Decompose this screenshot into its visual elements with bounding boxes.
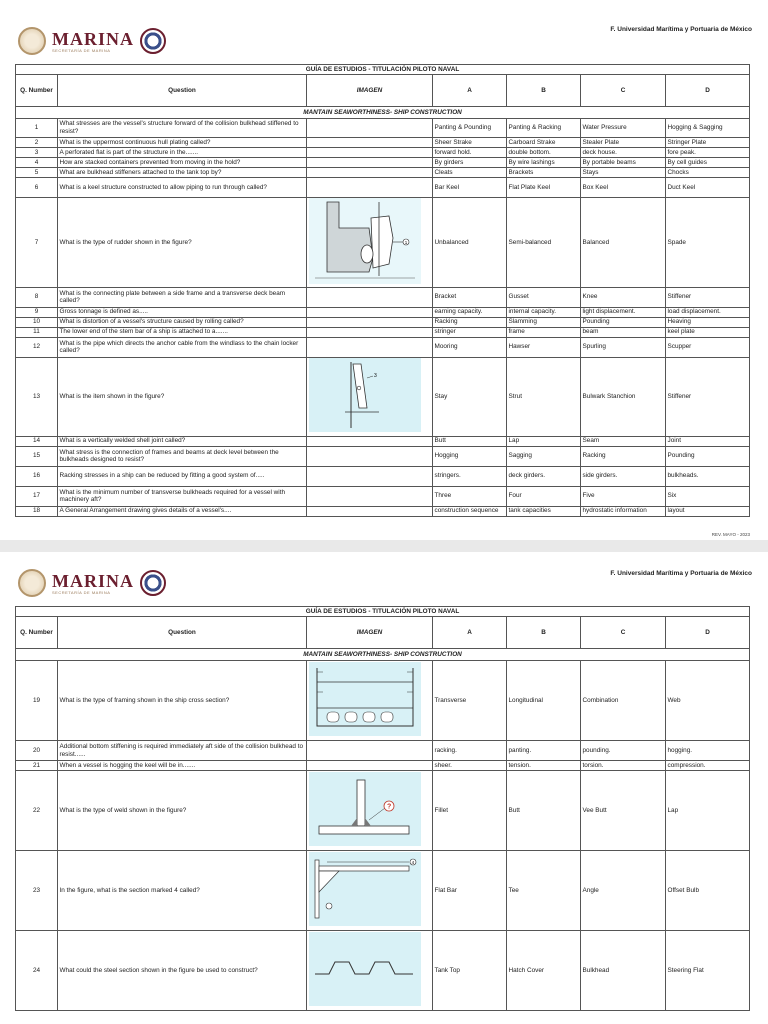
table-row [16, 486, 750, 506]
option-d: fore peak. [666, 148, 750, 158]
option-d: By cell guides [666, 158, 750, 168]
institution-name: F. Universidad Marítima y Portuaria de México [610, 570, 752, 577]
col-header-image: IMAGEN [307, 75, 433, 107]
question-text: What is the item shown in the figure? [58, 357, 307, 436]
question-text: What is the connecting plate between a side frame and a transverse deck beam called? [58, 287, 307, 307]
option-a: sheer. [433, 761, 507, 771]
option-c: pounding. [581, 741, 666, 761]
col-header-b: B [507, 75, 581, 107]
option-d: Heaving [666, 317, 750, 327]
eagle-emblem-icon [18, 569, 46, 597]
question-text: How are stacked containers prevented from moving in the hold? [58, 158, 307, 168]
option-d: compression. [666, 761, 750, 771]
table-row [16, 661, 750, 741]
col-header-question: Question [58, 617, 307, 649]
option-d: Scupper [666, 337, 750, 357]
guide-title: GUÍA DE ESTUDIOS - TITULACIÓN PILOTO NAVAL [16, 65, 750, 75]
question-number: 5 [16, 168, 58, 178]
question-number: 21 [16, 761, 58, 771]
option-d: Web [666, 661, 750, 741]
question-number: 7 [16, 198, 58, 288]
option-a: Mooring [433, 337, 507, 357]
table-row [16, 307, 750, 317]
question-number: 22 [16, 771, 58, 851]
option-b: Gusset [507, 287, 581, 307]
option-b: Strut [507, 357, 581, 436]
option-b: By wire lashings [507, 158, 581, 168]
option-c: By portable beams [581, 158, 666, 168]
question-image [307, 287, 433, 307]
question-text: What is a keel structure constructed to allow piping to run through called? [58, 178, 307, 198]
option-c: Angle [581, 851, 666, 931]
option-c: Bulwark Stanchion [581, 357, 666, 436]
question-image [307, 337, 433, 357]
question-text: Gross tonnage is defined as..... [58, 307, 307, 317]
question-image [307, 317, 433, 327]
question-number: 10 [16, 317, 58, 327]
question-text: What stresses are the vessel's structure forward of the collision bulkhead stiffened to resist? [58, 119, 307, 138]
table-row [16, 138, 750, 148]
option-a: Racking [433, 317, 507, 327]
question-image [307, 148, 433, 158]
guide-title: GUÍA DE ESTUDIOS - TITULACIÓN PILOTO NAVAL [16, 607, 750, 617]
option-c: Water Pressure [581, 119, 666, 138]
question-number: 3 [16, 148, 58, 158]
cross-section-figure [307, 661, 433, 741]
question-number: 14 [16, 436, 58, 446]
option-c: side girders. [581, 466, 666, 486]
option-a: Stay [433, 357, 507, 436]
option-b: Semi-balanced [507, 198, 581, 288]
col-header-d: D [666, 617, 750, 649]
col-header-number: Q. Number [16, 75, 58, 107]
question-number: 24 [16, 931, 58, 1011]
question-number: 9 [16, 307, 58, 317]
col-header-question: Question [58, 75, 307, 107]
option-a: Bracket [433, 287, 507, 307]
option-c: Bulkhead [581, 931, 666, 1011]
question-image [307, 307, 433, 317]
section-label: 4 [411, 860, 414, 866]
option-a: stringers. [433, 466, 507, 486]
marina-logo [18, 568, 166, 598]
col-header-a: A [433, 75, 507, 107]
option-b: Tee [507, 851, 581, 931]
table-row [16, 466, 750, 486]
option-b: Slamming [507, 317, 581, 327]
question-text: Additional bottom stiffening is required immediately aft side of the collision bulkhead to resist...... [58, 741, 307, 761]
rudder-label: 1 [404, 240, 407, 245]
question-number: 19 [16, 661, 58, 741]
option-d: Spade [666, 198, 750, 288]
question-image [307, 168, 433, 178]
option-b: Longitudinal [507, 661, 581, 741]
col-header-a: A [433, 617, 507, 649]
option-d: Duct Keel [666, 178, 750, 198]
weld-diagram-icon [309, 772, 421, 846]
question-text: What is the uppermost continuous hull plating called? [58, 138, 307, 148]
col-header-d: D [666, 75, 750, 107]
question-image [307, 327, 433, 337]
question-text: What is distortion of a vessel's structure caused by rolling called? [58, 317, 307, 327]
question-number: 23 [16, 851, 58, 931]
table-row [16, 198, 750, 288]
option-b: Carboard Strake [507, 138, 581, 148]
question-text: When a vessel is hogging the keel will be in....... [58, 761, 307, 771]
option-c: Box Keel [581, 178, 666, 198]
option-b: double bottom. [507, 148, 581, 158]
question-image [307, 436, 433, 446]
table-row [16, 287, 750, 307]
rudder-figure [307, 198, 433, 288]
option-c: deck house. [581, 148, 666, 158]
question-image [307, 119, 433, 138]
question-image [307, 158, 433, 168]
logo-subtitle: SECRETARÍA DE MARINA [52, 47, 111, 53]
col-header-c: C [581, 75, 666, 107]
marina-logo [18, 26, 166, 56]
rudder-diagram-icon [309, 198, 421, 284]
option-d: layout [666, 506, 750, 516]
option-c: Spurling [581, 337, 666, 357]
col-header-b: B [507, 617, 581, 649]
option-a: Sheer Strake [433, 138, 507, 148]
question-number: 8 [16, 287, 58, 307]
option-a: By girders [433, 158, 507, 168]
option-a: stringer [433, 327, 507, 337]
option-c: torsion. [581, 761, 666, 771]
weld-label: ? [386, 803, 391, 811]
option-c: Balanced [581, 198, 666, 288]
weld-figure [307, 771, 433, 851]
question-text: What are bulkhead stiffeners attached to the tank top by? [58, 168, 307, 178]
revision-note: REV. MAYO - 2023 [711, 532, 750, 537]
option-a: Transverse [433, 661, 507, 741]
option-b: Panting & Racking [507, 119, 581, 138]
option-a: Hogging [433, 446, 507, 466]
question-image [307, 138, 433, 148]
stanchion-diagram-icon [309, 358, 421, 432]
option-a: Panting & Pounding [433, 119, 507, 138]
option-b: Flat Plate Keel [507, 178, 581, 198]
question-image [307, 741, 433, 761]
table-row [16, 119, 750, 138]
question-number: 16 [16, 466, 58, 486]
question-image [307, 446, 433, 466]
option-b: deck girders. [507, 466, 581, 486]
option-c: Stealer Plate [581, 138, 666, 148]
table-row [16, 506, 750, 516]
table-row [16, 168, 750, 178]
option-a: Tank Top [433, 931, 507, 1011]
option-a: Fillet [433, 771, 507, 851]
option-c: beam [581, 327, 666, 337]
logo-subtitle: SECRETARÍA DE MARINA [52, 589, 111, 595]
navy-seal-icon [140, 570, 166, 596]
table-row [16, 337, 750, 357]
option-d: Chocks [666, 168, 750, 178]
question-number: 1 [16, 119, 58, 138]
question-text: What stress is the connection of frames and beams at deck level between the bulkheads designed to resist? [58, 446, 307, 466]
option-b: frame [507, 327, 581, 337]
questions-table [15, 64, 750, 517]
option-a: Unbalanced [433, 198, 507, 288]
option-d: Joint [666, 436, 750, 446]
option-d: Stringer Plate [666, 138, 750, 148]
option-b: panting. [507, 741, 581, 761]
option-b: Sagging [507, 446, 581, 466]
frame-section-icon [309, 852, 421, 926]
option-d: hogging. [666, 741, 750, 761]
option-b: Four [507, 486, 581, 506]
stanchion-figure [307, 357, 433, 436]
option-a: construction sequence [433, 506, 507, 516]
document-page-2 [0, 552, 768, 1024]
table-row [16, 741, 750, 761]
question-image [307, 466, 433, 486]
table-row [16, 158, 750, 168]
option-d: Hogging & Sagging [666, 119, 750, 138]
question-image [307, 506, 433, 516]
question-image [307, 761, 433, 771]
section-title: MANTAIN SEAWORTHINESS- SHIP CONSTRUCTION [16, 649, 750, 661]
question-text: A perforated flat is part of the structure in the....... [58, 148, 307, 158]
question-image [307, 486, 433, 506]
section-figure [307, 851, 433, 931]
question-number: 4 [16, 158, 58, 168]
option-b: Butt [507, 771, 581, 851]
option-c: hydrostatic information [581, 506, 666, 516]
option-a: Bar Keel [433, 178, 507, 198]
col-header-image: IMAGEN [307, 617, 433, 649]
question-text: What could the steel section shown in the figure be used to construct? [58, 931, 307, 1011]
question-text: The lower end of the stem bar of a ship is attached to a....... [58, 327, 307, 337]
option-a: forward hold. [433, 148, 507, 158]
stanchion-label: 3 [373, 373, 377, 380]
question-text: What is the type of rudder shown in the figure? [58, 198, 307, 288]
question-text: What is the pipe which directs the anchor cable from the windlass to the chain locker called? [58, 337, 307, 357]
option-d: Stiffener [666, 357, 750, 436]
option-b: tank capacities [507, 506, 581, 516]
question-number: 17 [16, 486, 58, 506]
question-text: What is the type of framing shown in the ship cross section? [58, 661, 307, 741]
question-number: 15 [16, 446, 58, 466]
option-a: Butt [433, 436, 507, 446]
option-d: Offset Bulb [666, 851, 750, 931]
col-header-number: Q. Number [16, 617, 58, 649]
option-d: bulkheads. [666, 466, 750, 486]
option-d: Six [666, 486, 750, 506]
option-d: Pounding [666, 446, 750, 466]
option-c: Combination [581, 661, 666, 741]
option-c: Seam [581, 436, 666, 446]
option-c: Knee [581, 287, 666, 307]
question-text: Racking stresses in a ship can be reduced by fitting a good system of..... [58, 466, 307, 486]
corrugated-section-icon [309, 932, 421, 1006]
question-number: 6 [16, 178, 58, 198]
option-a: Three [433, 486, 507, 506]
logo-text: MARINA [52, 570, 134, 591]
question-text: What is the minimum number of transverse bulkheads required for a vessel with machinery aft? [58, 486, 307, 506]
option-a: racking. [433, 741, 507, 761]
option-c: Five [581, 486, 666, 506]
question-number: 12 [16, 337, 58, 357]
table-row [16, 148, 750, 158]
option-b: tension. [507, 761, 581, 771]
option-d: keel plate [666, 327, 750, 337]
table-row [16, 436, 750, 446]
option-b: internal capacity. [507, 307, 581, 317]
eagle-emblem-icon [18, 27, 46, 55]
question-text: In the figure, what is the section marked 4 called? [58, 851, 307, 931]
question-number: 13 [16, 357, 58, 436]
option-d: Stiffener [666, 287, 750, 307]
question-number: 20 [16, 741, 58, 761]
option-c: Racking [581, 446, 666, 466]
ship-cross-section-icon [309, 662, 421, 736]
table-row [16, 327, 750, 337]
table-row [16, 317, 750, 327]
question-text: What is the type of weld shown in the figure? [58, 771, 307, 851]
option-a: earning capacity. [433, 307, 507, 317]
questions-table [15, 606, 750, 1011]
option-b: Brackets [507, 168, 581, 178]
option-d: Lap [666, 771, 750, 851]
section-title: MANTAIN SEAWORTHINESS- SHIP CONSTRUCTION [16, 107, 750, 119]
option-c: Vee Butt [581, 771, 666, 851]
table-row [16, 761, 750, 771]
option-d: load displacement. [666, 307, 750, 317]
option-c: Stays [581, 168, 666, 178]
option-d: Steering Flat [666, 931, 750, 1011]
table-row [16, 771, 750, 851]
table-row [16, 931, 750, 1011]
option-c: light displacement. [581, 307, 666, 317]
question-image [307, 178, 433, 198]
table-row [16, 178, 750, 198]
option-a: Flat Bar [433, 851, 507, 931]
logo-text: MARINA [52, 28, 134, 49]
page-separator [0, 540, 768, 552]
table-row [16, 851, 750, 931]
institution-name: F. Universidad Marítima y Portuaria de México [610, 26, 752, 33]
option-c: Pounding [581, 317, 666, 327]
question-number: 2 [16, 138, 58, 148]
option-b: Lap [507, 436, 581, 446]
table-row [16, 446, 750, 466]
option-b: Hawser [507, 337, 581, 357]
table-row [16, 357, 750, 436]
question-text: What is a vertically welded shell joint called? [58, 436, 307, 446]
corrugated-figure [307, 931, 433, 1011]
question-number: 18 [16, 506, 58, 516]
option-b: Hatch Cover [507, 931, 581, 1011]
navy-seal-icon [140, 28, 166, 54]
question-number: 11 [16, 327, 58, 337]
question-text: A General Arrangement drawing gives details of a vessel's.... [58, 506, 307, 516]
option-a: Cleats [433, 168, 507, 178]
col-header-c: C [581, 617, 666, 649]
